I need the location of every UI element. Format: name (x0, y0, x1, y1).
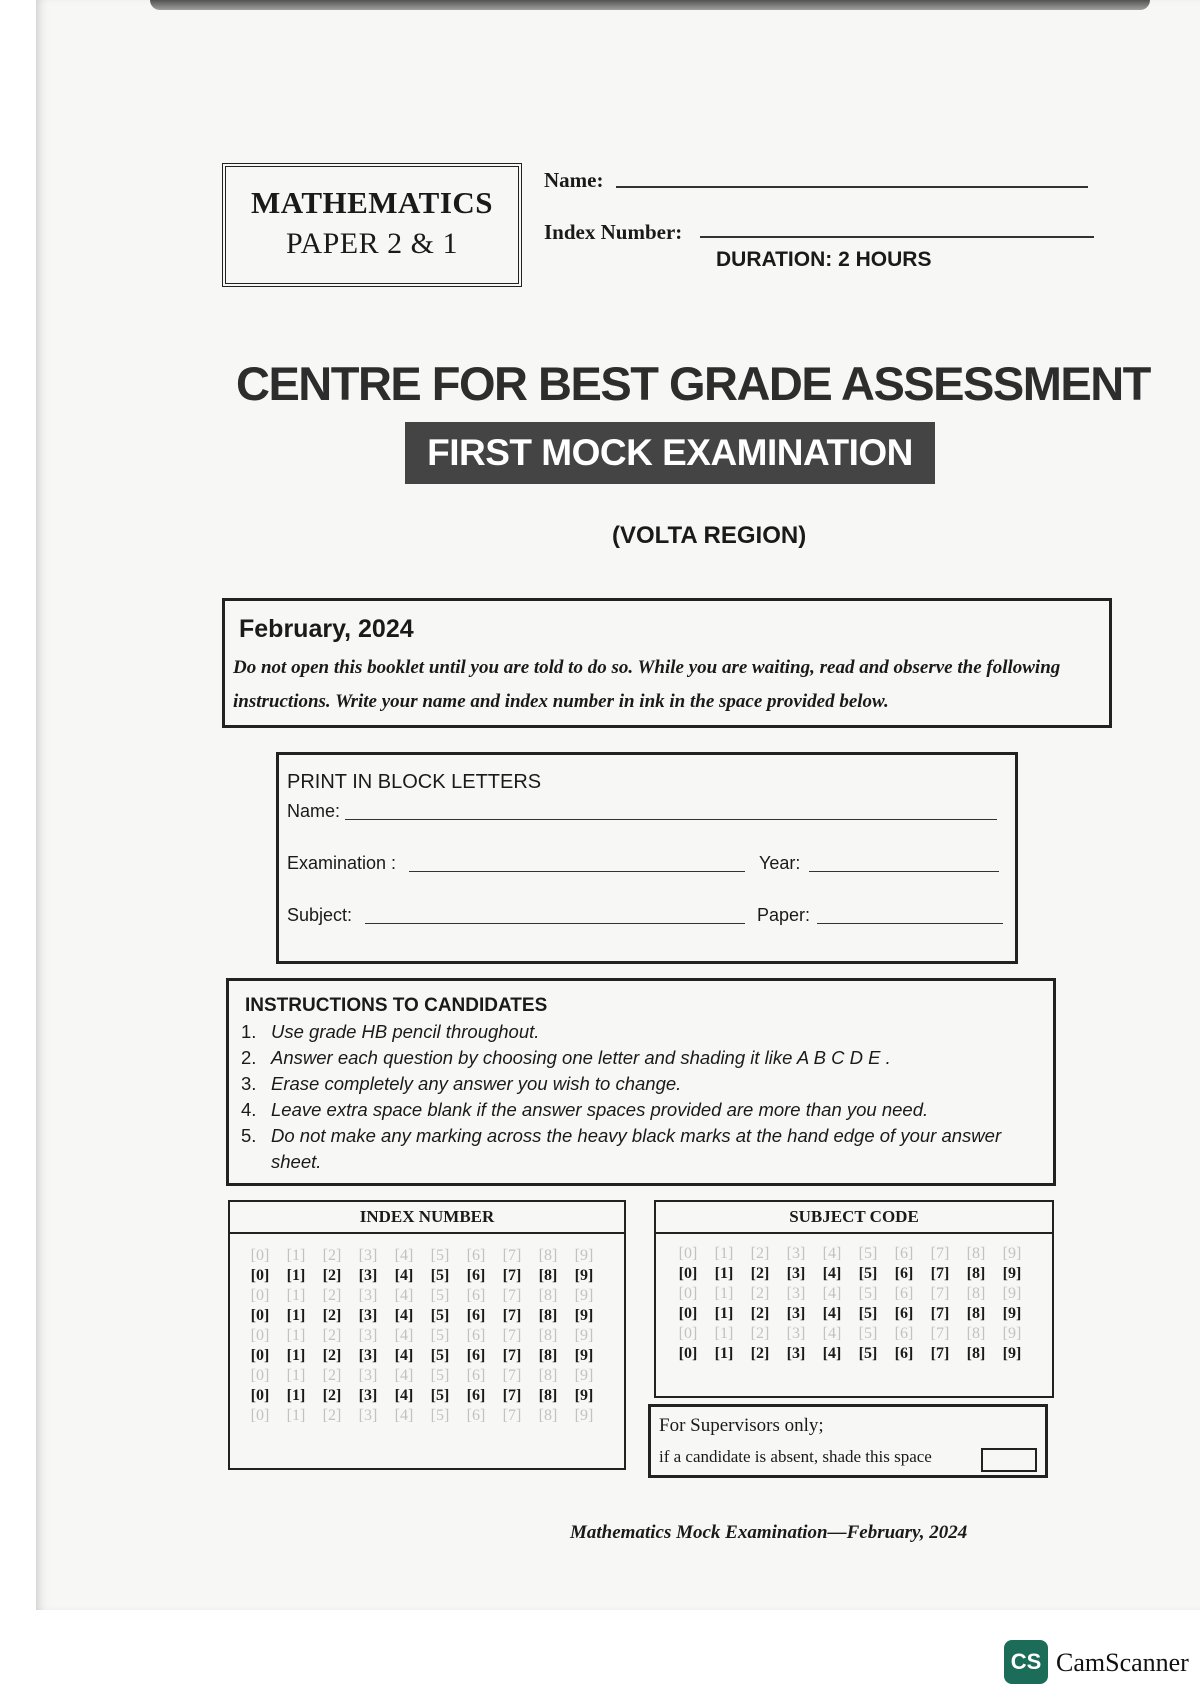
digit-bubble[interactable]: [3] (786, 1285, 806, 1302)
instructions-list (229, 1019, 1049, 1175)
digit-bubble[interactable]: [3] (786, 1265, 806, 1282)
digit-bubble[interactable]: [2] (322, 1327, 342, 1344)
digit-bubble[interactable]: [9] (574, 1247, 594, 1264)
digit-bubble[interactable]: [5] (430, 1407, 450, 1424)
digit-bubble[interactable]: [7] (502, 1267, 522, 1284)
digit-bubble[interactable]: [9] (574, 1327, 594, 1344)
subject-code-grid (670, 1244, 1030, 1364)
absent-shade-box[interactable] (981, 1448, 1037, 1472)
digit-bubble[interactable]: [1] (286, 1407, 306, 1424)
digit-bubble[interactable]: [8] (966, 1265, 986, 1282)
digit-bubble[interactable]: [3] (358, 1347, 378, 1364)
digit-bubble[interactable]: [7] (502, 1407, 522, 1424)
digit-bubble[interactable]: [2] (322, 1267, 342, 1284)
digit-bubble[interactable]: [8] (966, 1245, 986, 1262)
digit-bubble[interactable]: [7] (930, 1305, 950, 1322)
digit-bubble[interactable]: [6] (894, 1265, 914, 1282)
digit-bubble[interactable]: [6] (466, 1407, 486, 1424)
digit-bubble[interactable]: [0] (678, 1325, 698, 1342)
digit-bubble[interactable]: [6] (466, 1287, 486, 1304)
subject-code-box (654, 1200, 1054, 1398)
digit-bubble[interactable]: [7] (502, 1387, 522, 1404)
notice-text: Do not open this booklet until you are told to do so. While you are waiting, read and observe the following instructions. Write your name and index number in ink in the space provided below. (233, 657, 1061, 712)
year-field[interactable] (809, 871, 999, 872)
digit-bubble[interactable]: [1] (714, 1265, 734, 1282)
digit-bubble[interactable]: [0] (678, 1265, 698, 1282)
digit-bubble[interactable]: [5] (858, 1245, 878, 1262)
digit-bubble[interactable]: [3] (786, 1245, 806, 1262)
digit-bubble[interactable]: [9] (1002, 1305, 1022, 1322)
digit-bubble[interactable]: [8] (538, 1367, 558, 1384)
digit-bubble[interactable]: [3] (358, 1267, 378, 1284)
digit-bubble[interactable]: [4] (394, 1367, 414, 1384)
digit-bubble[interactable]: [3] (786, 1345, 806, 1362)
subject-box (222, 163, 522, 287)
digit-bubble[interactable]: [8] (538, 1407, 558, 1424)
digit-bubble[interactable]: [6] (894, 1285, 914, 1302)
digit-bubble[interactable]: [6] (894, 1345, 914, 1362)
digit-bubble[interactable]: [8] (538, 1347, 558, 1364)
digit-bubble[interactable]: [8] (966, 1325, 986, 1342)
digit-bubble[interactable]: [5] (858, 1265, 878, 1282)
digit-bubble[interactable]: [0] (678, 1285, 698, 1302)
digit-bubble[interactable]: [3] (358, 1287, 378, 1304)
digit-bubble[interactable]: [8] (538, 1247, 558, 1264)
instruction-item: 2. Answer each question by choosing one letter and shading it like A B C D E . (241, 1047, 891, 1068)
digit-bubble[interactable]: [9] (574, 1407, 594, 1424)
digit-bubble[interactable]: [2] (750, 1305, 770, 1322)
digit-bubble[interactable]: [1] (286, 1307, 306, 1324)
digit-bubble[interactable]: [9] (1002, 1245, 1022, 1262)
digit-bubble[interactable]: [0] (250, 1367, 270, 1384)
digit-bubble[interactable]: [0] (250, 1387, 270, 1404)
year-label: Year: (759, 853, 801, 873)
digit-bubble[interactable]: [1] (286, 1327, 306, 1344)
examination-field[interactable] (409, 871, 745, 872)
instruction-item: 3. Erase completely any answer you wish to change. (241, 1073, 682, 1094)
paper-field[interactable] (817, 923, 1003, 924)
digit-bubble[interactable]: [7] (502, 1367, 522, 1384)
digit-bubble[interactable]: [5] (858, 1345, 878, 1362)
digit-bubble[interactable]: [5] (430, 1247, 450, 1264)
digit-bubble[interactable]: [4] (394, 1267, 414, 1284)
duration: DURATION: 2 HOURS (716, 248, 932, 271)
supervisors-label: For Supervisors only; (659, 1415, 824, 1436)
digit-bubble[interactable]: [4] (394, 1247, 414, 1264)
block-letters-title: PRINT IN BLOCK LETTERS (287, 771, 542, 793)
digit-bubble[interactable]: [8] (966, 1285, 986, 1302)
digit-bubble[interactable]: [5] (430, 1327, 450, 1344)
digit-bubble[interactable]: [2] (322, 1287, 342, 1304)
digit-bubble[interactable]: [5] (858, 1305, 878, 1322)
digit-bubble[interactable]: [4] (394, 1347, 414, 1364)
digit-bubble[interactable]: [1] (714, 1345, 734, 1362)
digit-bubble[interactable]: [9] (574, 1347, 594, 1364)
examination-label: Examination : (287, 853, 397, 873)
subject-title: MATHEMATICS (250, 185, 494, 220)
digit-bubble[interactable]: [7] (502, 1347, 522, 1364)
instruction-item: 5. Do not make any marking across the heavy black marks at the hand edge of your answer sheet. (241, 1125, 1002, 1172)
digit-bubble[interactable]: [6] (466, 1307, 486, 1324)
digit-bubble[interactable]: [8] (538, 1307, 558, 1324)
digit-bubble[interactable]: [5] (430, 1287, 450, 1304)
digit-bubble[interactable]: [9] (1002, 1325, 1022, 1342)
digit-bubble[interactable]: [0] (250, 1327, 270, 1344)
name-field[interactable] (345, 819, 997, 820)
digit-bubble[interactable]: [0] (250, 1407, 270, 1424)
notice-box (222, 598, 1112, 728)
digit-bubble[interactable]: [5] (430, 1367, 450, 1384)
digit-bubble[interactable]: [2] (750, 1285, 770, 1302)
digit-bubble[interactable]: [4] (394, 1307, 414, 1324)
digit-bubble[interactable]: [4] (822, 1245, 842, 1262)
digit-bubble[interactable]: [6] (466, 1347, 486, 1364)
digit-bubble[interactable]: [6] (466, 1387, 486, 1404)
digit-bubble[interactable]: [1] (286, 1287, 306, 1304)
digit-bubble[interactable]: [4] (394, 1327, 414, 1344)
camscanner-label: CamScanner (1056, 1648, 1189, 1677)
centre-title: CENTRE FOR BEST GRADE ASSESSMENT (236, 357, 1150, 410)
subject-label: Subject: (287, 905, 353, 925)
digit-bubble[interactable]: [0] (250, 1287, 270, 1304)
digit-bubble[interactable]: [5] (858, 1285, 878, 1302)
digit-bubble[interactable]: [5] (858, 1325, 878, 1342)
exam-date: February, 2024 (239, 615, 414, 643)
region: (VOLTA REGION) (612, 522, 807, 549)
digit-bubble[interactable]: [7] (502, 1327, 522, 1344)
absent-label: if a candidate is absent, shade this space (659, 1447, 932, 1466)
digit-bubble[interactable]: [2] (322, 1407, 342, 1424)
digit-bubble[interactable]: [9] (574, 1267, 594, 1284)
digit-bubble[interactable]: [1] (714, 1325, 734, 1342)
digit-bubble[interactable]: [2] (750, 1265, 770, 1282)
digit-bubble[interactable]: [8] (538, 1287, 558, 1304)
paper-label-form: Paper: (757, 905, 811, 925)
digit-bubble[interactable]: [3] (358, 1307, 378, 1324)
digit-bubble[interactable]: [0] (250, 1307, 270, 1324)
digit-bubble[interactable]: [2] (750, 1345, 770, 1362)
index-number-grid (242, 1246, 602, 1426)
digit-bubble[interactable]: [9] (1002, 1285, 1022, 1302)
exam-banner: FIRST MOCK EXAMINATION (405, 422, 935, 484)
digit-bubble[interactable]: [8] (538, 1267, 558, 1284)
block-letters-form (276, 752, 1018, 964)
digit-bubble[interactable]: [7] (930, 1285, 950, 1302)
digit-bubble[interactable]: [1] (286, 1267, 306, 1284)
digit-bubble[interactable]: [8] (966, 1305, 986, 1322)
index-number-box (228, 1200, 626, 1470)
digit-bubble[interactable]: [2] (322, 1307, 342, 1324)
subject-code-title: SUBJECT CODE (656, 1202, 1052, 1234)
digit-bubble[interactable]: [6] (894, 1325, 914, 1342)
digit-bubble[interactable]: [6] (466, 1267, 486, 1284)
digit-bubble[interactable]: [3] (358, 1327, 378, 1344)
digit-bubble[interactable]: [1] (286, 1247, 306, 1264)
header-name-field[interactable] (616, 186, 1088, 188)
digit-bubble[interactable]: [5] (430, 1267, 450, 1284)
digit-bubble[interactable]: [4] (822, 1285, 842, 1302)
digit-bubble[interactable]: [5] (430, 1307, 450, 1324)
digit-bubble[interactable]: [6] (894, 1305, 914, 1322)
binding-shadow (150, 0, 1150, 10)
digit-bubble[interactable]: [3] (786, 1305, 806, 1322)
digit-bubble[interactable]: [7] (930, 1325, 950, 1342)
name-label: Name: (287, 801, 341, 821)
digit-bubble[interactable]: [4] (394, 1407, 414, 1424)
digit-bubble[interactable]: [2] (322, 1247, 342, 1264)
digit-bubble[interactable]: [9] (1002, 1265, 1022, 1282)
digit-bubble[interactable]: [2] (750, 1245, 770, 1262)
instruction-item: 1. Use grade HB pencil throughout. (241, 1021, 540, 1042)
digit-bubble[interactable]: [5] (430, 1347, 450, 1364)
supervisors-box (648, 1404, 1048, 1478)
digit-bubble[interactable]: [0] (250, 1247, 270, 1264)
digit-bubble[interactable]: [6] (894, 1245, 914, 1262)
header-index-label: Index Number: (544, 220, 683, 244)
digit-bubble[interactable]: [9] (1002, 1345, 1022, 1362)
digit-bubble[interactable]: [4] (822, 1305, 842, 1322)
instruction-item: 4. Leave extra space blank if the answer spaces provided are more than you need. (241, 1099, 929, 1120)
camscanner-logo: CS (1004, 1640, 1048, 1684)
digit-bubble[interactable]: [9] (574, 1287, 594, 1304)
digit-bubble[interactable]: [7] (502, 1287, 522, 1304)
digit-bubble[interactable]: [8] (538, 1327, 558, 1344)
index-number-title: INDEX NUMBER (230, 1202, 624, 1234)
digit-bubble[interactable]: [4] (822, 1325, 842, 1342)
digit-bubble[interactable]: [0] (678, 1305, 698, 1322)
digit-bubble[interactable]: [2] (322, 1367, 342, 1384)
digit-bubble[interactable]: [0] (678, 1345, 698, 1362)
header-index-field[interactable] (700, 236, 1094, 238)
subject-field[interactable] (365, 923, 745, 924)
digit-bubble[interactable]: [1] (714, 1305, 734, 1322)
digit-bubble[interactable]: [1] (286, 1347, 306, 1364)
digit-bubble[interactable]: [9] (574, 1367, 594, 1384)
digit-bubble[interactable]: [2] (322, 1387, 342, 1404)
digit-bubble[interactable]: [8] (966, 1345, 986, 1362)
digit-bubble[interactable]: [2] (750, 1325, 770, 1342)
digit-bubble[interactable]: [3] (358, 1407, 378, 1424)
digit-bubble[interactable]: [0] (250, 1347, 270, 1364)
digit-bubble[interactable]: [7] (930, 1245, 950, 1262)
digit-bubble[interactable]: [0] (250, 1267, 270, 1284)
digit-bubble[interactable]: [3] (358, 1247, 378, 1264)
digit-bubble[interactable]: [7] (502, 1247, 522, 1264)
digit-bubble[interactable]: [9] (574, 1387, 594, 1404)
digit-bubble[interactable]: [9] (574, 1307, 594, 1324)
digit-bubble[interactable]: [2] (322, 1347, 342, 1364)
instructions-title: INSTRUCTIONS TO CANDIDATES (245, 995, 548, 1016)
digit-bubble[interactable]: [6] (466, 1367, 486, 1384)
digit-bubble[interactable]: [1] (714, 1245, 734, 1262)
digit-bubble[interactable]: [4] (822, 1345, 842, 1362)
digit-bubble[interactable]: [7] (502, 1307, 522, 1324)
header-name-label: Name: (544, 168, 604, 192)
digit-bubble[interactable]: [4] (394, 1387, 414, 1404)
digit-bubble[interactable]: [3] (358, 1387, 378, 1404)
digit-bubble[interactable]: [7] (930, 1265, 950, 1282)
digit-bubble[interactable]: [5] (430, 1387, 450, 1404)
digit-bubble[interactable]: [4] (394, 1287, 414, 1304)
digit-bubble[interactable]: [3] (358, 1367, 378, 1384)
paper-label: PAPER 2 & 1 (286, 227, 458, 260)
digit-bubble[interactable]: [3] (786, 1325, 806, 1342)
digit-bubble[interactable]: [7] (930, 1345, 950, 1362)
digit-bubble[interactable]: [4] (822, 1265, 842, 1282)
digit-bubble[interactable]: [6] (466, 1247, 486, 1264)
footer: Mathematics Mock Examination—February, 2024 (570, 1522, 968, 1543)
digit-bubble[interactable]: [0] (678, 1245, 698, 1262)
digit-bubble[interactable]: [1] (286, 1367, 306, 1384)
digit-bubble[interactable]: [1] (714, 1285, 734, 1302)
digit-bubble[interactable]: [1] (286, 1387, 306, 1404)
instructions-box (226, 978, 1056, 1186)
digit-bubble[interactable]: [8] (538, 1387, 558, 1404)
digit-bubble[interactable]: [6] (466, 1327, 486, 1344)
